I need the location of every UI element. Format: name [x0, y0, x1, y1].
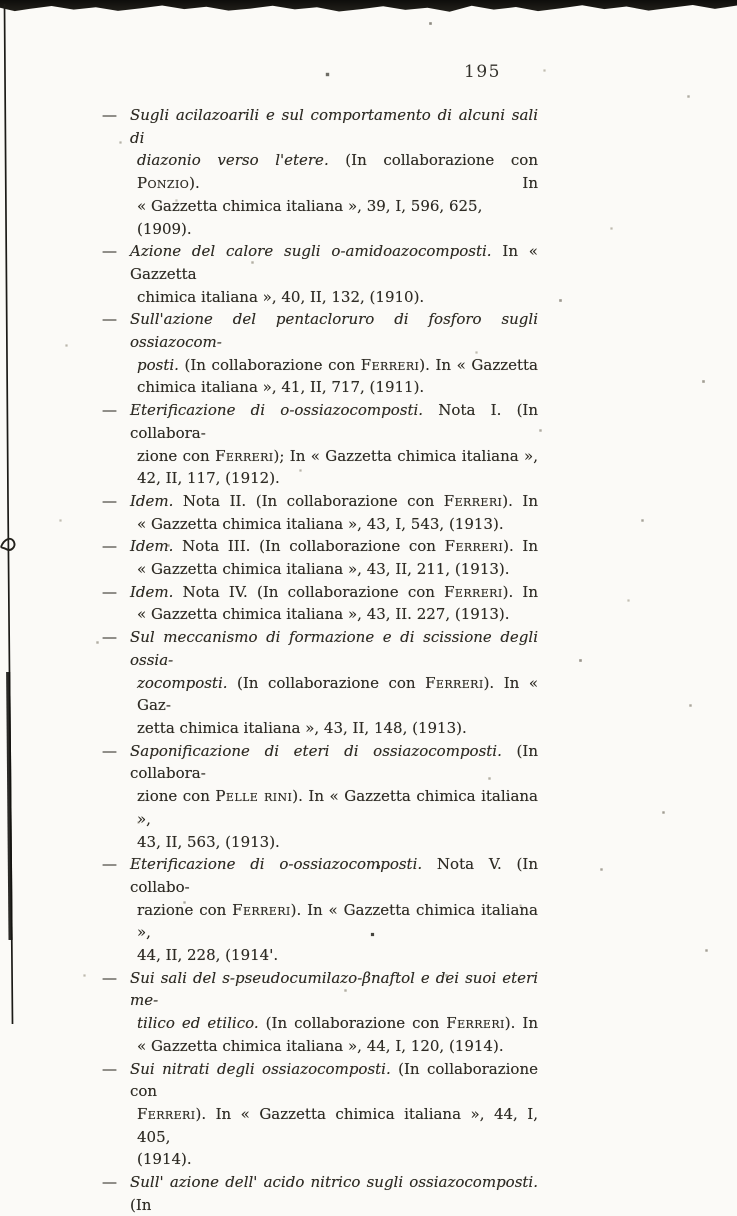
text-segment: zocomposti. [137, 673, 228, 692]
entry-dash: — [102, 1059, 117, 1078]
bibliography-entry [102, 308, 539, 399]
text-segment: zetta chimica italiana », 43, II, 148, (1913). [137, 718, 467, 737]
text-segment: Sui sali del s-pseudocumilazo-βnaftol e dei suoi eteri me- [130, 968, 538, 1010]
text-segment: ); In « Gazzetta chimica italiana », [273, 446, 538, 465]
text-segment: Ferreri [443, 491, 503, 510]
text-segment: ). In [502, 582, 538, 601]
text-segment: Ferreri [444, 537, 504, 556]
entry-dash: — [102, 741, 117, 760]
bibliography-entry [102, 1058, 538, 1172]
entry-line [130, 195, 538, 240]
text-segment: « Gazzetta chimica italiana », 43, I, 543, (1913). [137, 514, 504, 533]
text-segment: ). In « Gaz- [137, 673, 538, 715]
text-segment: ). In « Gazzetta chimica italiana », [137, 787, 538, 828]
entry-line [130, 1035, 538, 1058]
text-segment: 42, II, 117, (1912). [137, 469, 280, 488]
entry-line [130, 785, 538, 830]
text-segment: Pelle rini [215, 787, 293, 806]
text-segment: chimica italiana », 41, II, 717, (1911). [137, 378, 425, 397]
entry-line [130, 1103, 538, 1148]
text-segment: razione con [137, 900, 233, 919]
entry-dash: — [102, 968, 117, 987]
entry-line [130, 740, 538, 785]
entry-line [130, 1171, 538, 1216]
text-segment: ). In [503, 537, 538, 556]
scan-edge-left [0, 0, 26, 1024]
entry-dash: — [102, 401, 117, 420]
text-segment: Sull' azione dell' acido nitrico sugli ossiazocomposti. [130, 1173, 538, 1192]
text-segment: tilico ed etilico. [137, 1014, 259, 1033]
text-segment: « Gazzetta chimica italiana », 43, II, 211, (1913). [137, 560, 510, 579]
entry-dash: — [102, 491, 117, 510]
text-segment: Idem. [130, 537, 174, 556]
bibliography-entry [102, 967, 538, 1058]
bibliography-entry [102, 853, 538, 967]
text-segment: ). In [502, 491, 538, 510]
text-segment: Nota IV. (In collaborazione con [173, 582, 445, 601]
entry-line [130, 967, 538, 1012]
text-segment: Sugli acilazoarili e sul comportamento di alcuni sali di [130, 106, 538, 147]
entry-line [130, 717, 538, 740]
text-segment: ). In « Gazzetta chimica italiana », [137, 900, 538, 942]
text-segment: diazonio verso l'etere. [137, 151, 329, 170]
bibliography-entry [102, 1171, 538, 1216]
entry-line [130, 467, 538, 490]
text-segment: ). In [504, 1014, 538, 1033]
text-segment: (In collabora- [130, 741, 538, 783]
bibliography-entry [102, 581, 538, 626]
text-segment: Ferreri [215, 446, 274, 465]
bibliography-entry [102, 490, 538, 535]
text-segment: (In collaborazione con [227, 673, 426, 692]
text-segment: In « Gazzetta [130, 242, 538, 283]
entry-dash: — [102, 628, 117, 647]
text-segment: chimica italiana », 40, II, 132, (1910). [137, 287, 425, 306]
text-segment: Nota II. (In collaborazione con [173, 491, 444, 510]
entry-dash: — [102, 310, 117, 329]
entry-line [130, 513, 538, 536]
text-segment: (In collaborazione con [130, 1059, 538, 1101]
text-segment: 43, II, 563, (1913). [137, 832, 280, 851]
entry-dash: — [102, 855, 117, 874]
entry-dash: — [102, 582, 117, 601]
entry-line [130, 672, 538, 717]
entry-line [130, 558, 538, 581]
text-segment: ). In « Gazzetta [419, 355, 539, 374]
text-segment: Ferreri [360, 355, 420, 374]
text-segment: Idem. [130, 491, 174, 510]
bibliography-entry [102, 626, 538, 740]
text-segment: Ferreri [137, 1104, 196, 1123]
entry-line [130, 1058, 538, 1103]
text-segment: (In collaborazione con [328, 151, 538, 170]
text-segment: Nota V. (In collabo- [130, 855, 538, 896]
text-segment: zione con [137, 446, 216, 465]
bibliography-entry [102, 740, 538, 854]
text-segment: Sui nitrati degli ossiazocomposti. [130, 1059, 391, 1078]
text-segment: (In [130, 1195, 152, 1214]
text-segment: Nota I. (In collabora- [130, 401, 539, 442]
text-segment: Nota III. (In collaborazione con [173, 537, 445, 556]
entry-line [130, 149, 538, 194]
text-segment: Eterificazione di o-ossiazocomposti. [130, 401, 424, 420]
entry-line [130, 899, 538, 944]
entry-line [130, 354, 538, 377]
page-number: 195 [464, 62, 501, 82]
entry-dash: — [102, 242, 117, 261]
bibliography-list [102, 104, 539, 1216]
text-segment: Idem. [130, 582, 174, 601]
entry-line [130, 603, 538, 626]
text-segment: Ferreri [444, 582, 503, 601]
text-segment: Ferreri [232, 900, 291, 919]
text-segment: ). In « Gazzetta chimica italiana », 44, I, 405, [137, 1104, 538, 1146]
entry-line [130, 831, 538, 854]
scan-edge-top [0, 0, 737, 13]
bibliography-entry [102, 399, 539, 490]
entry-line [130, 399, 538, 444]
entry-line [130, 445, 538, 468]
text-segment: Azione del calore sugli o-amidoazocomposti. [130, 242, 492, 261]
entry-line [130, 626, 538, 671]
entry-dash: — [102, 1173, 117, 1192]
bibliography-entry [102, 535, 538, 580]
text-segment: 44, II, 228, (1914'. [137, 946, 279, 965]
entry-line [130, 490, 538, 513]
text-segment: Ferreri [446, 1014, 505, 1033]
text-segment: Sull'azione del pentacloruro di fosforo sugli ossiazocom- [130, 310, 538, 352]
entry-line [130, 104, 538, 149]
bibliography-entry [102, 104, 538, 240]
text-segment: ). In [189, 174, 538, 193]
entry-line [130, 535, 538, 558]
text-segment: « Gazzetta chimica italiana », 39, I, 596, 625, (1909). [137, 196, 483, 238]
text-segment: Sul meccanismo di formazione e di scissione degli ossia- [130, 628, 538, 669]
entry-line [130, 1012, 538, 1035]
entry-dash: — [102, 537, 117, 556]
entry-line [130, 853, 538, 898]
entry-line [130, 286, 538, 309]
text-segment: Ferreri [425, 673, 484, 692]
text-segment: Eterificazione di o-ossiazocomposti. [130, 855, 423, 874]
entry-line [130, 944, 538, 967]
text-segment: Saponificazione di eteri di ossiazocomposti. [130, 741, 502, 760]
text-segment: « Gazzetta chimica italiana », 44, I, 120, (1914). [137, 1036, 504, 1055]
text-segment: Ponzio [137, 174, 190, 193]
text-segment: zione con [137, 787, 216, 806]
entry-line [130, 376, 538, 399]
text-segment: (In collaborazione con [178, 355, 361, 374]
entry-dash: — [102, 106, 117, 124]
text-segment: (1914). [137, 1150, 192, 1169]
entry-line [130, 308, 538, 353]
bibliography-entry [102, 240, 538, 308]
entry-line [130, 581, 538, 604]
scan-edge-thick-line [8, 672, 10, 940]
text-segment: posti. [137, 355, 179, 374]
entry-line [130, 1148, 538, 1171]
entry-line [130, 240, 538, 285]
text-segment: (In collaborazione con [258, 1014, 447, 1033]
text-segment: « Gazzetta chimica italiana », 43, II. 227, (1913). [137, 605, 510, 624]
